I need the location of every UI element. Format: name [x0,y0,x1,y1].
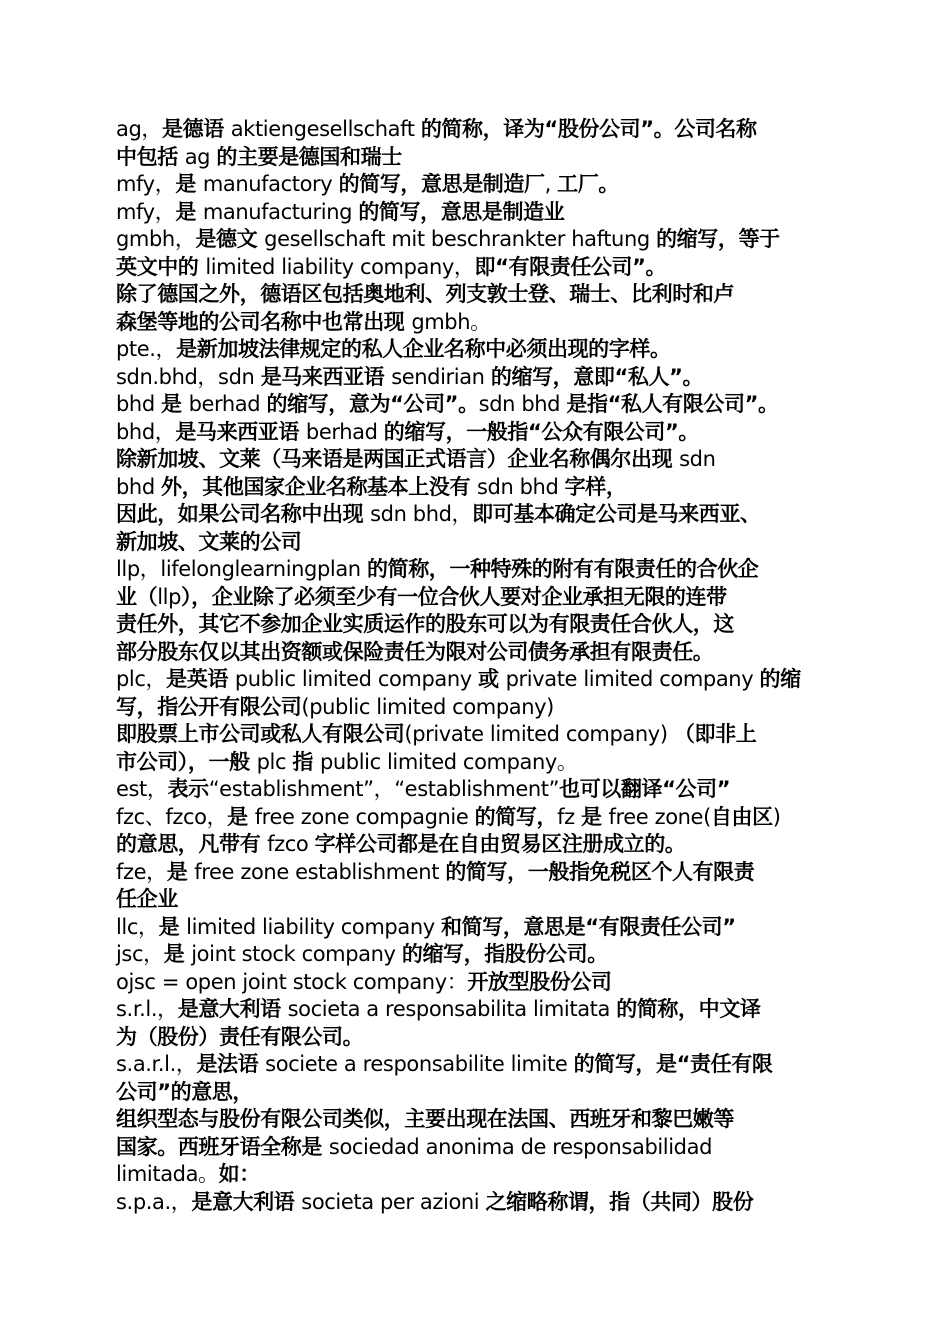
text-line [116,226,838,254]
text-run: 组织型态与股份有限公司类似，主要出现在法国、西班牙和黎巴嫩等 [116,1107,734,1131]
text-run: ) [772,804,781,829]
text-run: llc， [116,914,159,939]
text-run: 是 [175,172,203,196]
text-run: 是意大利语 [177,997,288,1021]
text-line [116,859,838,887]
text-run: 和简写，意思是“有限责任公司” [441,914,736,939]
text-run: ），企业除了必须至少有一位合伙人要对企业承担无限的连带 [181,584,727,609]
text-run: 是德文 [195,227,265,251]
text-line [116,419,838,447]
text-run: , [544,172,558,196]
text-run: 任企业 [116,887,178,911]
text-line [116,639,838,667]
text-run: 是 [158,914,187,939]
text-run: 新加坡、文莱的公司 [116,529,302,554]
text-run: 是 [163,942,192,966]
text-line [116,941,838,969]
text-run: sdn [679,447,716,471]
text-run: 也可以翻译“公司” [559,777,731,801]
text-line [116,969,838,997]
text-line [116,914,838,942]
text-run: llp [157,584,182,609]
text-line [116,1134,838,1162]
text-line [116,281,838,309]
text-run: free zone( [608,804,711,829]
text-run: 是英语 [166,667,235,691]
text-run: 是马来西亚语 [175,419,306,444]
text-run: 是意大利语 [191,1189,302,1214]
text-run: 表示 [167,777,209,801]
text-run: public limited company [234,667,479,691]
text-run: gesellschaft mit beschrankter haftung [264,227,657,251]
text-run: est， [116,777,168,801]
text-run: 业（ [116,584,158,609]
text-run: sdn bhd [478,392,567,416]
text-run: private limited company [505,667,760,691]
text-line [116,1106,838,1134]
text-run: 国家。西班牙语全称是 [116,1134,329,1159]
text-line [116,144,838,172]
text-run: 是 [175,199,203,224]
text-run: fz [557,804,581,829]
text-run: sociedad anonima de responsabilidad [328,1134,713,1159]
text-run: 的缩写，意即“私人”。 [490,364,704,389]
text-run: manufactory [202,172,339,196]
text-run: berhad [188,392,267,416]
text-line [116,336,838,364]
text-run: 是 [161,392,189,416]
text-run: 如： [218,1162,260,1186]
text-run: 的简写，意思是制造厂 [338,172,545,196]
text-run: 开放型股份公司 [467,969,612,994]
text-run: 外，其他国家企业名称基本上没有 [161,474,477,499]
text-run: 的缩 [759,667,801,691]
text-line [116,1024,838,1052]
text-run: mfy， [116,172,176,196]
text-run: limitada。 [116,1162,219,1186]
text-run: 的缩写，指股份公司。 [401,942,608,966]
text-run: s.r.l.， [116,997,178,1021]
text-run: 的缩写，意为“公司”。 [266,392,479,416]
text-line [116,996,838,1024]
text-line [116,584,838,612]
text-run: bhd， [116,419,176,444]
text-run: joint stock company [191,942,402,966]
text-run: bhd [116,474,162,499]
text-run: 是指“私人有限公司”。 [566,392,779,416]
text-run: jsc， [116,942,164,966]
text-line [116,831,838,859]
text-line [116,776,838,804]
text-run: 为（股份）责任有限公司。 [116,1024,364,1049]
text-run: ag， [116,117,162,141]
text-run: plc [256,749,293,774]
text-run: 是 [227,804,255,829]
text-run: ojsc = open joint stock company： [116,969,468,994]
text-run: aktiengesellschaft [230,117,421,141]
text-run: 是德语 [162,117,231,141]
text-run: (public limited company) [301,694,554,719]
text-line [116,501,838,529]
text-run: 写，指公开有限公司 [116,694,302,719]
text-run: (private limited company) [404,722,674,746]
text-run: 的简写，一般指免税区个人有限责 [445,859,755,884]
text-run: sdn bhd [476,474,565,499]
text-run: 字样公司都是在自由贸易区注册成立的。 [314,832,686,856]
text-run: limited liability company [186,914,442,939]
text-run: fzco [267,832,315,856]
text-run: 公司”的意思， [116,1079,254,1104]
text-run: 中包括 [116,144,185,169]
text-run: 即股票上市公司或私人有限公司 [116,722,405,746]
text-run: 是 [580,804,609,829]
text-run: public limited company。 [319,749,578,774]
text-line [116,1051,838,1079]
text-run: 市公司），一般 [116,749,257,774]
text-run: 除新加坡、文莱（马来语是两国正式语言）企业名称偶尔出现 [116,447,680,471]
text-line [116,1161,838,1189]
text-run: 的意思，凡带有 [116,832,268,856]
text-run: 因此，如果公司名称中出现 [116,502,371,526]
text-run: berhad [305,419,384,444]
text-run: 的简称，中文译 [616,997,761,1021]
text-run: 或 [478,667,506,691]
text-line [116,749,838,777]
text-line [116,254,838,282]
text-run: llp，lifelonglearningplan [116,557,367,581]
text-run: 的缩写，一般指“公众有限公司”。 [383,419,699,444]
text-run: 工厂。 [557,172,619,196]
text-run: 部分股东仅以其出资额或保险责任为限对公司债务承担有限责任。 [116,639,714,664]
text-line [116,666,838,694]
text-run: gmbh。 [411,309,491,334]
text-line [116,886,838,914]
text-run: “establishment”，“establishment” [208,777,560,801]
text-run: 英文中的 [116,254,206,279]
text-run: sdn.bhd，sdn [116,364,261,389]
text-run: 的简写， [474,804,558,829]
text-run: sendirian [391,364,491,389]
text-line [116,474,838,502]
text-run: （即非上 [673,722,757,746]
text-run: s.a.r.l.， [116,1052,197,1076]
text-run: manufacturing [202,199,359,224]
text-line [116,1079,838,1107]
text-run: fzc、fzco， [116,804,228,829]
text-run: bhd [116,392,162,416]
text-run: 字样， [564,474,627,499]
text-run: 的简写，意思是制造业 [358,199,565,224]
text-run: s.p.a.， [116,1189,192,1214]
text-run: plc， [116,667,167,691]
text-run: gmbh， [116,227,196,251]
text-run: 的简称，译为“股份公司”。公司名称 [420,117,757,141]
text-run: free zone compagnie [254,804,475,829]
text-line [116,116,838,144]
text-line [116,529,838,557]
text-run: 责任外，其它不参加企业实质运作的股东可以为有限责任合伙人，这 [116,612,734,636]
document-body [116,116,838,1216]
text-run: 的缩写，等于 [656,227,780,251]
text-line [116,611,838,639]
text-run: free zone establishment [194,859,446,884]
text-run: 是法语 [196,1052,266,1076]
text-run: 即可基本确定公司是马来西亚、 [472,502,761,526]
text-run: 之缩略称谓，指（共同）股份 [485,1189,754,1214]
text-run: 指 [292,749,320,774]
text-run: 除了德国之外，德语区包括奥地利、列支敦士登、瑞士、比利时和卢 [116,282,734,306]
text-run: 森堡等地的公司名称中也常出现 [116,309,412,334]
text-run: 的主要是德国和瑞士 [216,144,402,169]
text-line [116,1189,838,1217]
text-run: ag [184,144,217,169]
text-run: 的简写，是“责任有限 [573,1052,773,1076]
text-run: societa a responsabilita limitata [287,997,617,1021]
text-run: 的简称，一种特殊的附有有限责任的合伙企 [367,557,759,581]
text-run: 是马来西亚语 [260,364,392,389]
text-line [116,556,838,584]
text-line [116,446,838,474]
text-line [116,804,838,832]
text-run: societe a responsabilite limite [265,1052,574,1076]
text-run: 自由区 [710,804,773,829]
text-run: pte.， [116,337,177,361]
text-run: 即“有限责任公司”。 [474,254,667,279]
text-line [116,309,838,337]
text-line [116,199,838,227]
text-line [116,364,838,392]
text-run: fze， [116,859,167,884]
text-run: mfy， [116,199,176,224]
text-line [116,694,838,722]
text-run: 是新加坡法律规定的私人企业名称中必须出现的字样。 [176,337,671,361]
text-line [116,171,838,199]
text-run: limited liability company， [205,254,475,279]
text-run: 是 [166,859,195,884]
text-line [116,391,838,419]
text-run: societa per azioni [301,1189,486,1214]
text-line [116,721,838,749]
text-run: sdn bhd， [370,502,473,526]
